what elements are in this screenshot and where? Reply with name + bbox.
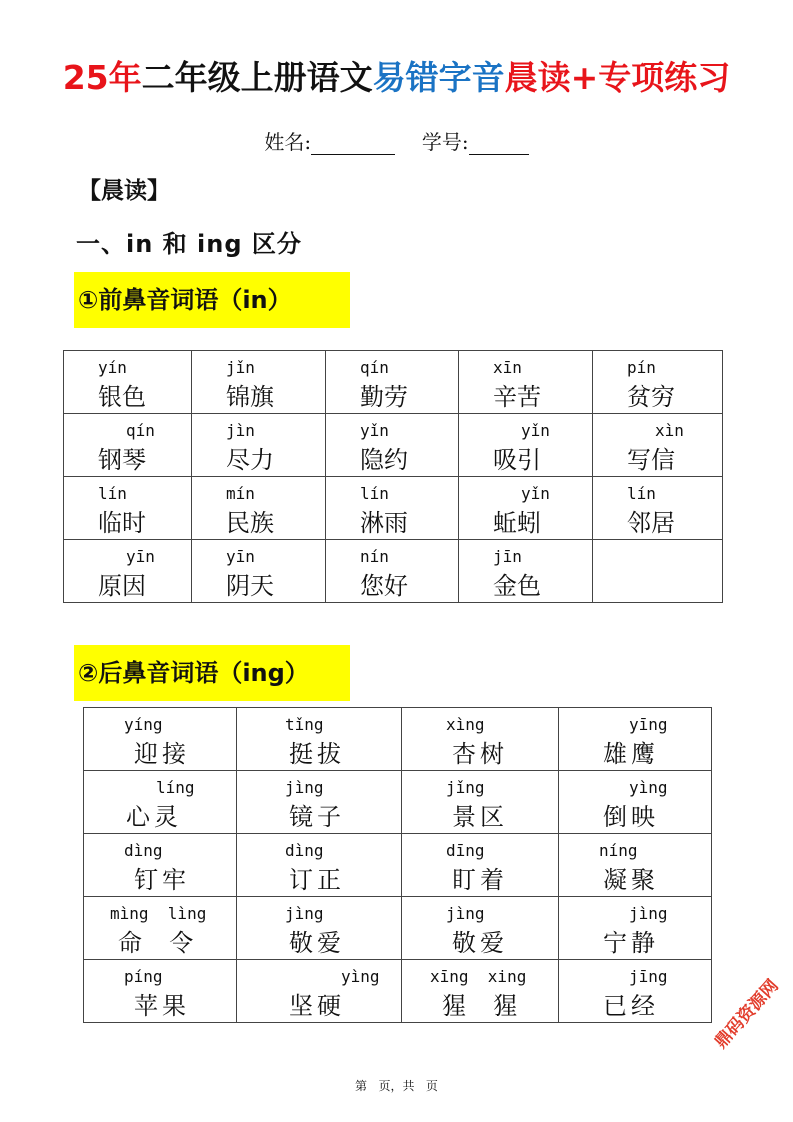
hanzi-word: 阴天 [226,572,274,600]
pinyin: yǐn [360,421,389,440]
hanzi-word: 锦旗 [226,383,274,411]
word-cell [326,477,459,540]
word-cell [459,351,593,414]
hanzi-word: 苹果 [134,992,190,1020]
hanzi-word: 银色 [98,383,146,411]
word-cell [84,771,237,834]
id-blank[interactable] [469,132,529,155]
word-cell [326,414,459,477]
word-cell [402,897,559,960]
table-row [84,708,712,771]
name-label: 姓名: [264,130,312,154]
ing-word-table [83,707,712,1023]
pinyin: jìng [446,904,485,923]
pinyin: yín [98,358,127,377]
group2-label: ②后鼻音词语（ing） [74,645,350,701]
word-cell [559,897,712,960]
hanzi-word: 隐约 [360,446,408,474]
hanzi-word: 迎接 [134,740,190,768]
table-row [64,540,723,603]
pinyin: lín [98,484,127,503]
hanzi-word: 心灵 [126,803,182,831]
pinyin: jīn [493,547,522,566]
pinyin: xīng xing [430,967,527,986]
hanzi-word: 杏树 [452,740,508,768]
hanzi-word: 您好 [360,572,408,600]
word-cell [84,708,237,771]
table-row [64,414,723,477]
pinyin: níng [599,841,638,860]
hanzi-word: 倒映 [603,803,659,831]
hanzi-word: 凝聚 [603,866,659,894]
watermark-logo: 鼎码资源网 [710,975,783,1053]
word-cell [402,771,559,834]
title-part: 晨读+专项练习 [504,58,731,97]
word-cell [326,351,459,414]
hanzi-word: 挺拔 [289,740,345,768]
word-cell [84,960,237,1023]
hanzi-word: 宁静 [603,929,659,957]
hanzi-word: 金色 [493,572,541,600]
hanzi-word: 命 令 [118,929,198,957]
hanzi-word: 贫穷 [627,383,675,411]
group1-label: ①前鼻音词语（in） [74,272,350,328]
word-cell [84,834,237,897]
word-cell [64,351,192,414]
pinyin: píng [124,967,163,986]
word-cell [402,708,559,771]
pinyin: pín [627,358,656,377]
hanzi-word: 猩 猩 [442,992,522,1020]
hanzi-word: 辛苦 [493,383,541,411]
word-cell [402,834,559,897]
word-cell [459,477,593,540]
hanzi-word: 钉牢 [134,866,190,894]
pinyin: dìng [285,841,324,860]
pinyin: yìng [341,967,380,986]
student-info [0,126,793,155]
pinyin: yīng [629,715,668,734]
word-cell [593,540,723,603]
title-part: 25年 [62,58,142,97]
word-cell [64,540,192,603]
pinyin: líng [156,778,195,797]
word-cell [192,351,326,414]
word-cell [559,834,712,897]
pinyin: yīn [126,547,155,566]
pinyin: xìn [655,421,684,440]
word-cell [459,540,593,603]
word-cell [64,477,192,540]
hanzi-word: 雄鹰 [603,740,659,768]
word-cell [237,960,402,1023]
hanzi-word: 敬爱 [452,929,508,957]
pinyin: yìng [629,778,668,797]
hanzi-word: 景区 [452,803,508,831]
hanzi-word: 勤劳 [360,383,408,411]
pinyin: jǐng [446,778,485,797]
page-footer: 第 页，共 页 [355,1079,438,1093]
table-row [64,477,723,540]
table-row [84,960,712,1023]
pinyin: qín [360,358,389,377]
pinyin: qín [126,421,155,440]
word-cell [459,414,593,477]
hanzi-word: 镜子 [289,803,345,831]
hanzi-word: 淋雨 [360,509,408,537]
title-part: 易错字音 [372,58,505,97]
pinyin: dìng [124,841,163,860]
word-cell [402,960,559,1023]
pinyin: dīng [446,841,485,860]
pinyin: yǐn [521,421,550,440]
word-cell [593,351,723,414]
word-cell [326,540,459,603]
word-cell [237,708,402,771]
word-cell [559,771,712,834]
pinyin: mín [226,484,255,503]
pinyin: xìng [446,715,485,734]
pinyin: nín [360,547,389,566]
word-cell [192,540,326,603]
pinyin: xīn [493,358,522,377]
hanzi-word: 吸引 [493,446,541,474]
hanzi-word: 坚硬 [289,992,345,1020]
pinyin: jīng [629,967,668,986]
hanzi-word: 敬爱 [289,929,345,957]
table-row [84,771,712,834]
pinyin: jìn [226,421,255,440]
hanzi-word: 临时 [98,509,146,537]
section-label: 【晨读】 [78,177,170,204]
table-row [84,834,712,897]
hanzi-word: 原因 [98,572,146,600]
table-row [84,897,712,960]
heading-in-ing: 一、in 和 ing 区分 [76,230,302,258]
hanzi-word: 民族 [226,509,274,537]
hanzi-word: 盯着 [452,866,508,894]
pinyin: yīn [226,547,255,566]
word-cell [593,414,723,477]
word-cell [192,477,326,540]
word-cell [192,414,326,477]
pinyin: lín [627,484,656,503]
hanzi-word: 订正 [289,866,345,894]
word-cell [593,477,723,540]
hanzi-word: 已经 [603,992,659,1020]
hanzi-word: 写信 [627,446,675,474]
pinyin: yǐn [521,484,550,503]
word-cell [64,414,192,477]
hanzi-word: 蚯蚓 [493,509,541,537]
pinyin: jìng [285,904,324,923]
pinyin: tǐng [285,715,324,734]
word-cell [559,960,712,1023]
hanzi-word: 钢琴 [98,446,146,474]
hanzi-word: 邻居 [627,509,675,537]
page-title [0,52,793,99]
table-row [64,351,723,414]
title-part: 二年级上册语文 [141,58,373,97]
pinyin: jǐn [226,358,255,377]
word-cell [237,771,402,834]
id-label: 学号: [421,130,469,154]
word-cell [237,897,402,960]
word-cell [237,834,402,897]
pinyin: yíng [124,715,163,734]
in-word-table [63,350,723,603]
hanzi-word: 尽力 [226,446,274,474]
pinyin: jìng [285,778,324,797]
pinyin: lín [360,484,389,503]
word-cell [559,708,712,771]
word-cell [84,897,237,960]
pinyin: mìng lìng [110,904,207,923]
pinyin: jìng [629,904,668,923]
name-blank[interactable] [311,132,395,155]
